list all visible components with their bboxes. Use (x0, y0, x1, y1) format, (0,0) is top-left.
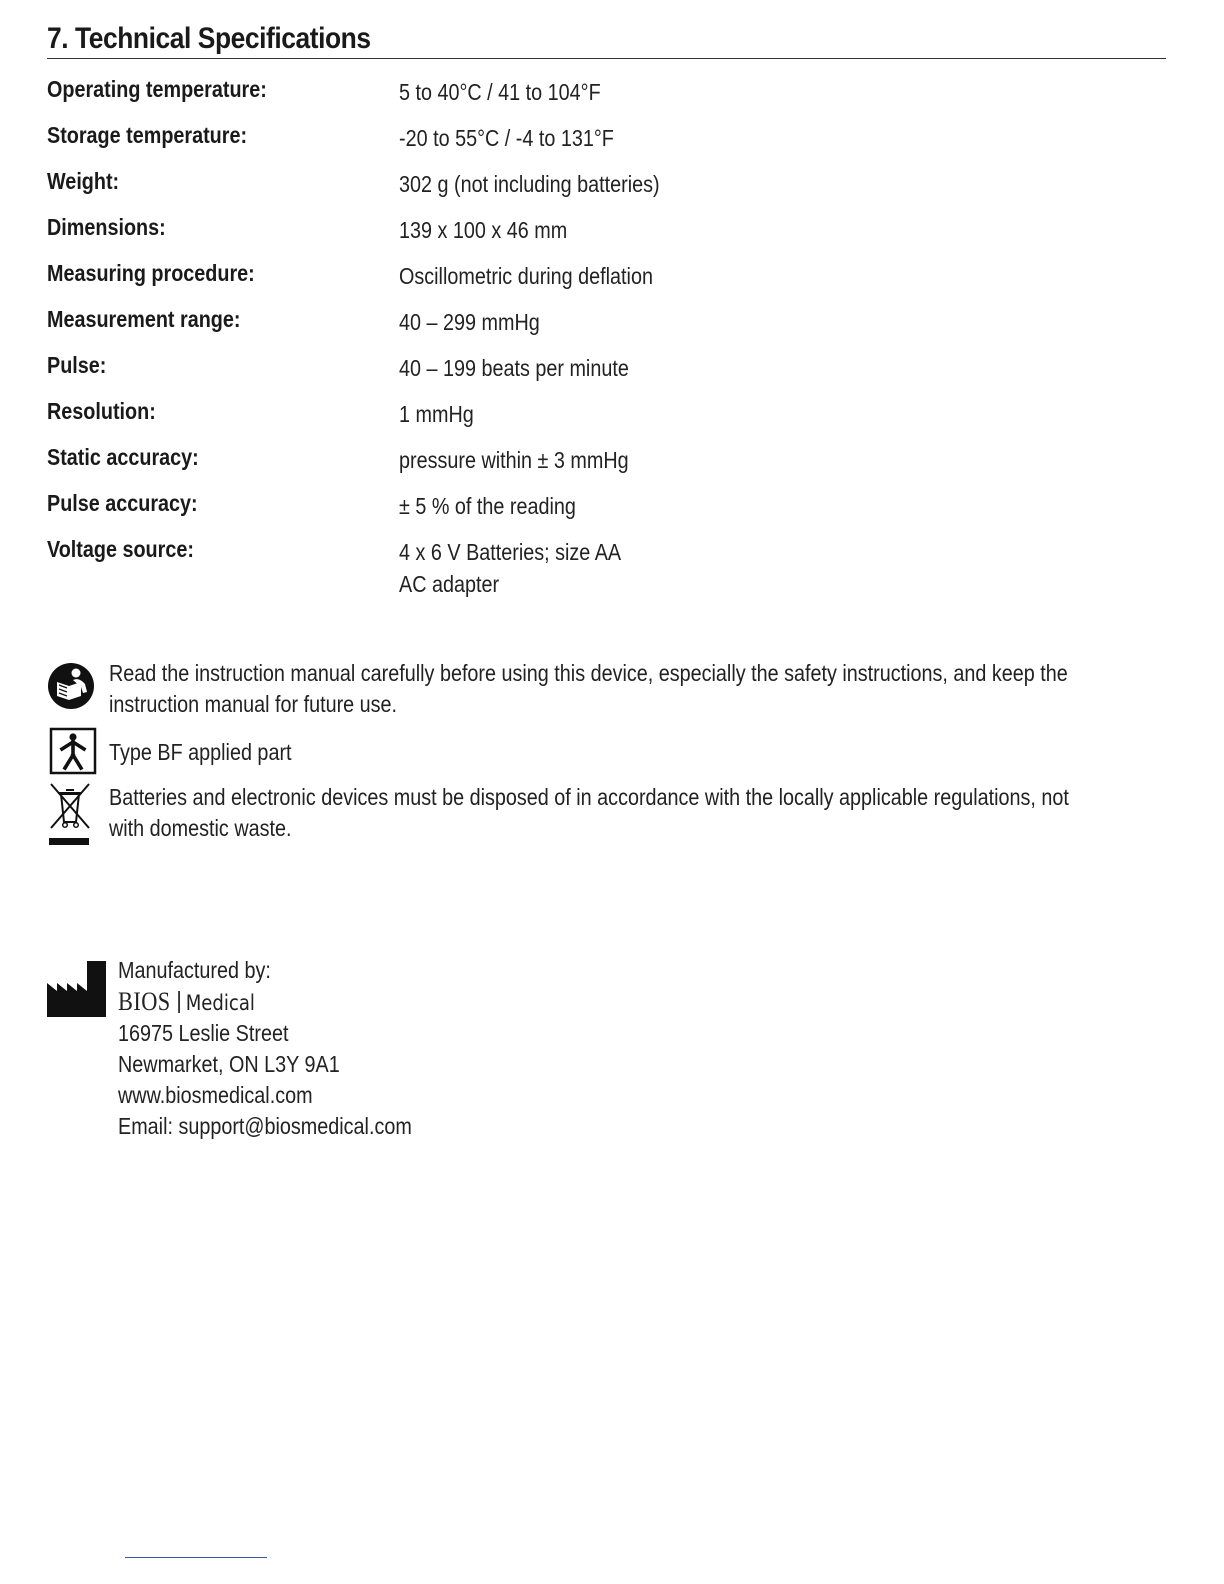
type-bf-icon (47, 727, 97, 780)
manufacturer-heading: Manufactured by: (118, 957, 271, 983)
spec-label: Operating temperature: (47, 76, 267, 102)
manufacturer-icon (47, 961, 107, 1022)
spec-value (399, 214, 567, 246)
spec-row (47, 302, 1147, 348)
note-line: Read the instruction manual carefully before using this device, especially the safety instructions, and keep the (109, 660, 1068, 686)
spec-value-line: 4 x 6 V Batteries; size AA (399, 539, 622, 565)
spec-label: Pulse: (47, 352, 107, 378)
spec-row (47, 256, 1147, 302)
spec-value-line: AC adapter (399, 571, 500, 597)
bios-medical-logo (118, 986, 412, 1018)
spec-value (399, 76, 601, 108)
spec-value (399, 398, 474, 430)
spec-row (47, 72, 1147, 118)
spec-row (47, 486, 1147, 532)
note-type-bf (47, 727, 1167, 775)
spec-value (399, 490, 576, 522)
note-text (109, 658, 1107, 720)
spec-value (399, 536, 621, 600)
footer-rule (125, 1557, 267, 1558)
logo-sub: Medical (185, 991, 255, 1015)
spec-label: Resolution: (47, 398, 156, 424)
spec-label: Static accuracy: (47, 444, 199, 470)
spec-value-line: 40 – 299 mmHg (399, 309, 540, 335)
spec-value-line: ± 5 % of the reading (399, 493, 576, 519)
website-link[interactable]: www.biosmedical.com (118, 1082, 313, 1108)
section-title: 7. Technical Specifications (47, 22, 371, 55)
note-text (109, 782, 1107, 844)
spec-value-line: pressure within ± 3 mmHg (399, 447, 629, 473)
spec-value (399, 444, 629, 476)
spec-value-line: 5 to 40°C / 41 to 104°F (399, 79, 601, 105)
spec-value-line: 139 x 100 x 46 mm (399, 217, 568, 243)
spec-label: Voltage source: (47, 536, 194, 562)
spec-value (399, 306, 540, 338)
spec-value (399, 168, 660, 200)
logo-brand: BIOS (118, 987, 171, 1016)
note-disposal (47, 782, 1167, 852)
spec-label: Weight: (47, 168, 120, 194)
note-line: Type BF applied part (109, 739, 292, 765)
spec-row (47, 440, 1147, 486)
spec-value (399, 352, 629, 384)
spec-row (47, 164, 1147, 210)
spec-row (47, 118, 1147, 164)
address-line: Newmarket, ON L3Y 9A1 (118, 1051, 340, 1077)
manufacturer-block (47, 955, 647, 1155)
spec-table (47, 72, 1147, 597)
note-line: Batteries and electronic devices must be disposed of in accordance with the locally applicable regulations, not (109, 784, 1069, 810)
email-link[interactable]: Email: support@biosmedical.com (118, 1113, 412, 1139)
spec-row (47, 394, 1147, 440)
spec-value-line: Oscillometric during deflation (399, 263, 653, 289)
weee-bin-icon (45, 782, 95, 857)
spec-value (399, 260, 653, 292)
spec-value-line: 40 – 199 beats per minute (399, 355, 629, 381)
spec-label: Measuring procedure: (47, 260, 255, 286)
manufacturer-text (118, 955, 412, 1142)
note-line: with domestic waste. (109, 815, 292, 841)
address-line: 16975 Leslie Street (118, 1020, 289, 1046)
spec-row (47, 532, 1147, 597)
spec-value (399, 122, 614, 154)
spec-label: Pulse accuracy: (47, 490, 198, 516)
spec-label: Measurement range: (47, 306, 241, 332)
spec-label: Storage temperature: (47, 122, 248, 148)
spec-value-line: 302 g (not including batteries) (399, 171, 660, 197)
title-underline (47, 58, 1166, 59)
note-text (109, 737, 1107, 768)
spec-value-line: -20 to 55°C / -4 to 131°F (399, 125, 614, 151)
spec-row (47, 210, 1147, 256)
logo-separator (178, 991, 179, 1013)
note-read-manual (47, 658, 1167, 728)
note-line: instruction manual for future use. (109, 691, 398, 717)
spec-value-line: 1 mmHg (399, 401, 474, 427)
spec-label: Dimensions: (47, 214, 166, 240)
spec-row (47, 348, 1147, 394)
read-manual-icon (47, 662, 95, 715)
